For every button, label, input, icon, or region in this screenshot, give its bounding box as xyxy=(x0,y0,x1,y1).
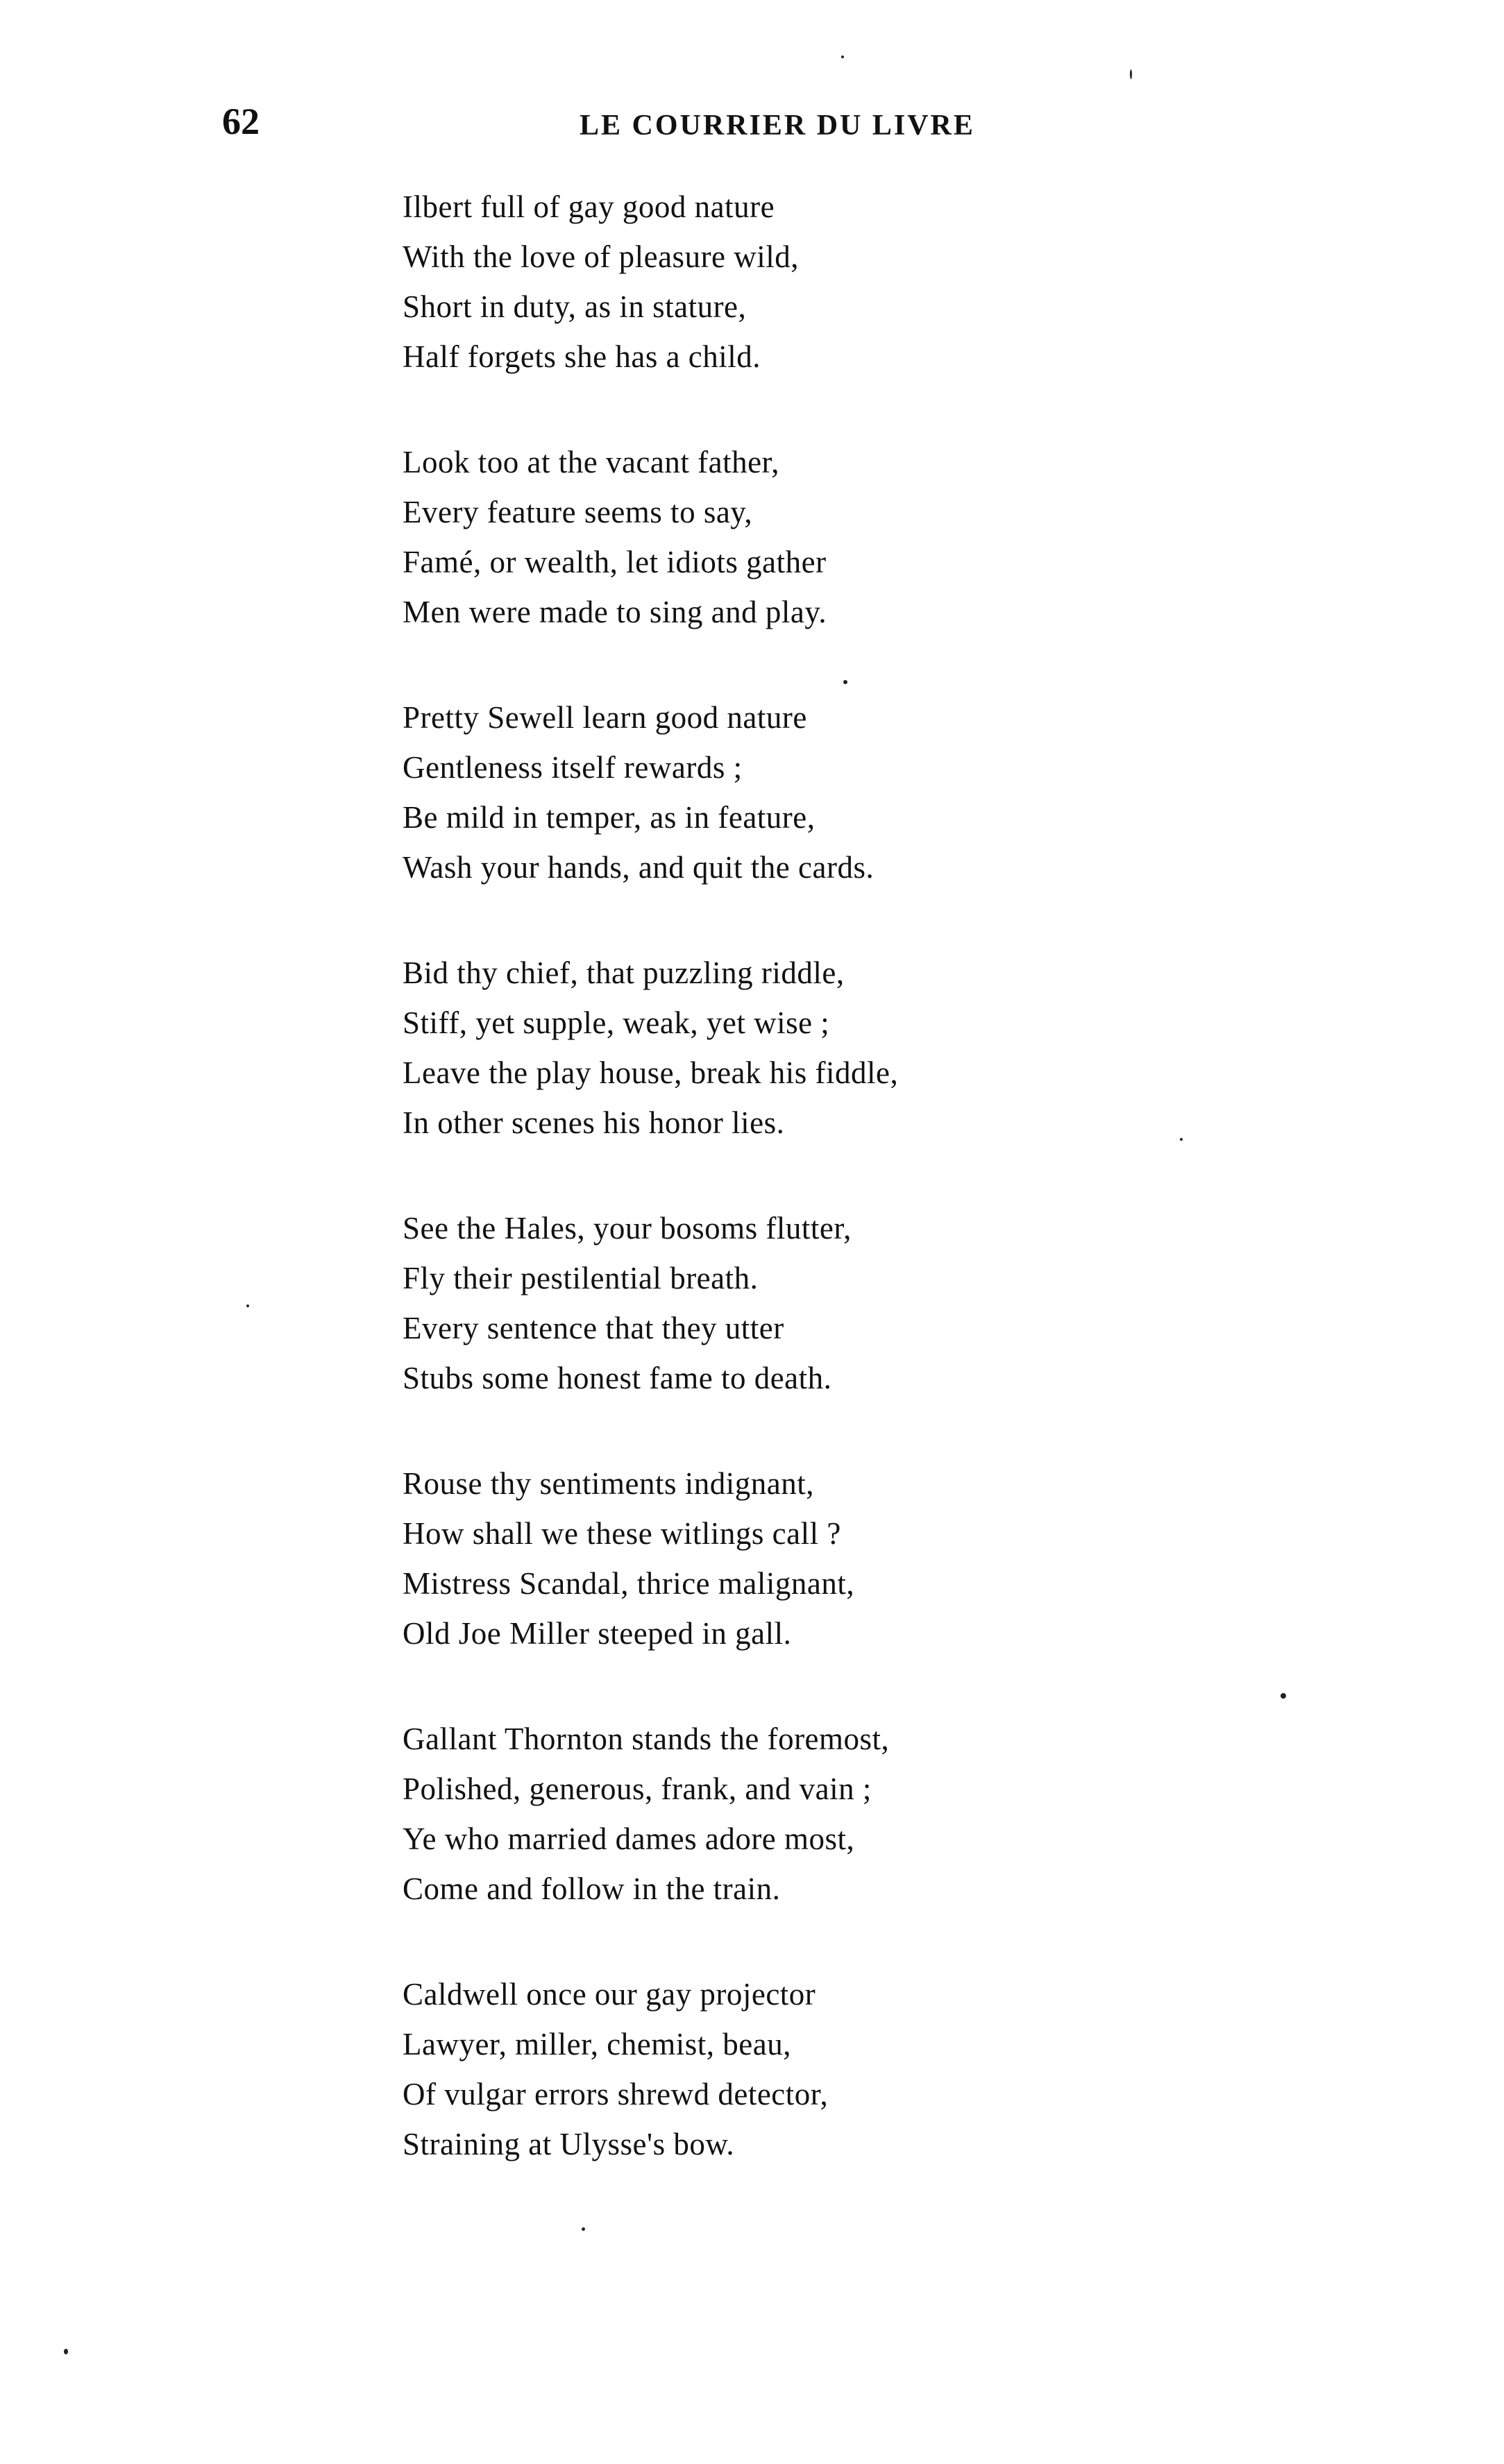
poem-line: Half forgets she has a child. xyxy=(403,339,761,374)
poem-line: Ilbert full of gay good nature xyxy=(403,189,775,224)
stanza xyxy=(403,437,1097,637)
poem-line: Fly their pestilential breath. xyxy=(403,1261,759,1295)
page-number: 62 xyxy=(222,101,260,142)
poem-line: Every sentence that they utter xyxy=(403,1311,784,1345)
scan-speck xyxy=(64,2349,68,2354)
poem-line: Every feature seems to say, xyxy=(403,495,753,529)
poem-line: Look too at the vacant father, xyxy=(403,445,779,479)
poem-line: Short in duty, as in stature, xyxy=(403,289,747,324)
poem-line: Leave the play house, break his fiddle, xyxy=(403,1055,899,1090)
poem-line: Men were made to sing and play. xyxy=(403,595,827,629)
scan-speck xyxy=(582,2227,585,2231)
poem-line: Stubs some honest fame to death. xyxy=(403,1361,832,1395)
poem-line: In other scenes his honor lies. xyxy=(403,1105,785,1140)
scan-speck xyxy=(843,680,847,684)
poem-line: Famé, or wealth, let idiots gather xyxy=(403,545,827,579)
poem-line: Bid thy chief, that puzzling riddle, xyxy=(403,955,845,990)
poem-line: Be mild in temper, as in feature, xyxy=(403,800,816,835)
poem-line: Lawyer, miller, chemist, beau, xyxy=(403,2027,791,2062)
stanza xyxy=(403,1459,1097,1658)
poem-line: Pretty Sewell learn good nature xyxy=(403,700,807,735)
poem-line: With the love of pleasure wild, xyxy=(403,239,800,274)
poem-line: Mistress Scandal, thrice malignant, xyxy=(403,1566,855,1601)
scan-speck xyxy=(246,1305,249,1307)
stanza xyxy=(403,1714,1097,1914)
poem-line: Caldwell once our gay projector xyxy=(403,1977,816,2012)
stanza xyxy=(403,182,1097,382)
poem-line: How shall we these witlings call ? xyxy=(403,1516,841,1551)
poem-line: Polished, generous, frank, and vain ; xyxy=(403,1771,872,1806)
poem-line: Straining at Ulysse's bow. xyxy=(403,2127,735,2161)
poem-line: Gentleness itself rewards ; xyxy=(403,750,743,785)
scan-speck xyxy=(1130,69,1132,79)
running-head: LE COURRIER DU LIVRE xyxy=(580,110,975,142)
poem-line: Of vulgar errors shrewd detector, xyxy=(403,2077,829,2112)
stanza xyxy=(403,1969,1097,2169)
stanza xyxy=(403,693,1097,892)
stanza xyxy=(403,1203,1097,1403)
scan-speck xyxy=(841,56,844,58)
poem-line: Stiff, yet supple, weak, yet wise ; xyxy=(403,1005,830,1040)
scan-speck xyxy=(1281,1693,1286,1699)
poem-line: Wash your hands, and quit the cards. xyxy=(403,850,874,885)
scan-speck xyxy=(1180,1138,1183,1141)
poem-line: Old Joe Miller steeped in gall. xyxy=(403,1616,792,1651)
poem xyxy=(403,182,1097,2225)
poem-line: Rouse thy sentiments indignant, xyxy=(403,1466,814,1501)
poem-line: Ye who married dames adore most, xyxy=(403,1821,855,1856)
poem-line: See the Hales, your bosoms flutter, xyxy=(403,1211,852,1246)
poem-line: Come and follow in the train. xyxy=(403,1871,781,1906)
stanza xyxy=(403,948,1097,1148)
poem-line: Gallant Thornton stands the foremost, xyxy=(403,1722,890,1756)
